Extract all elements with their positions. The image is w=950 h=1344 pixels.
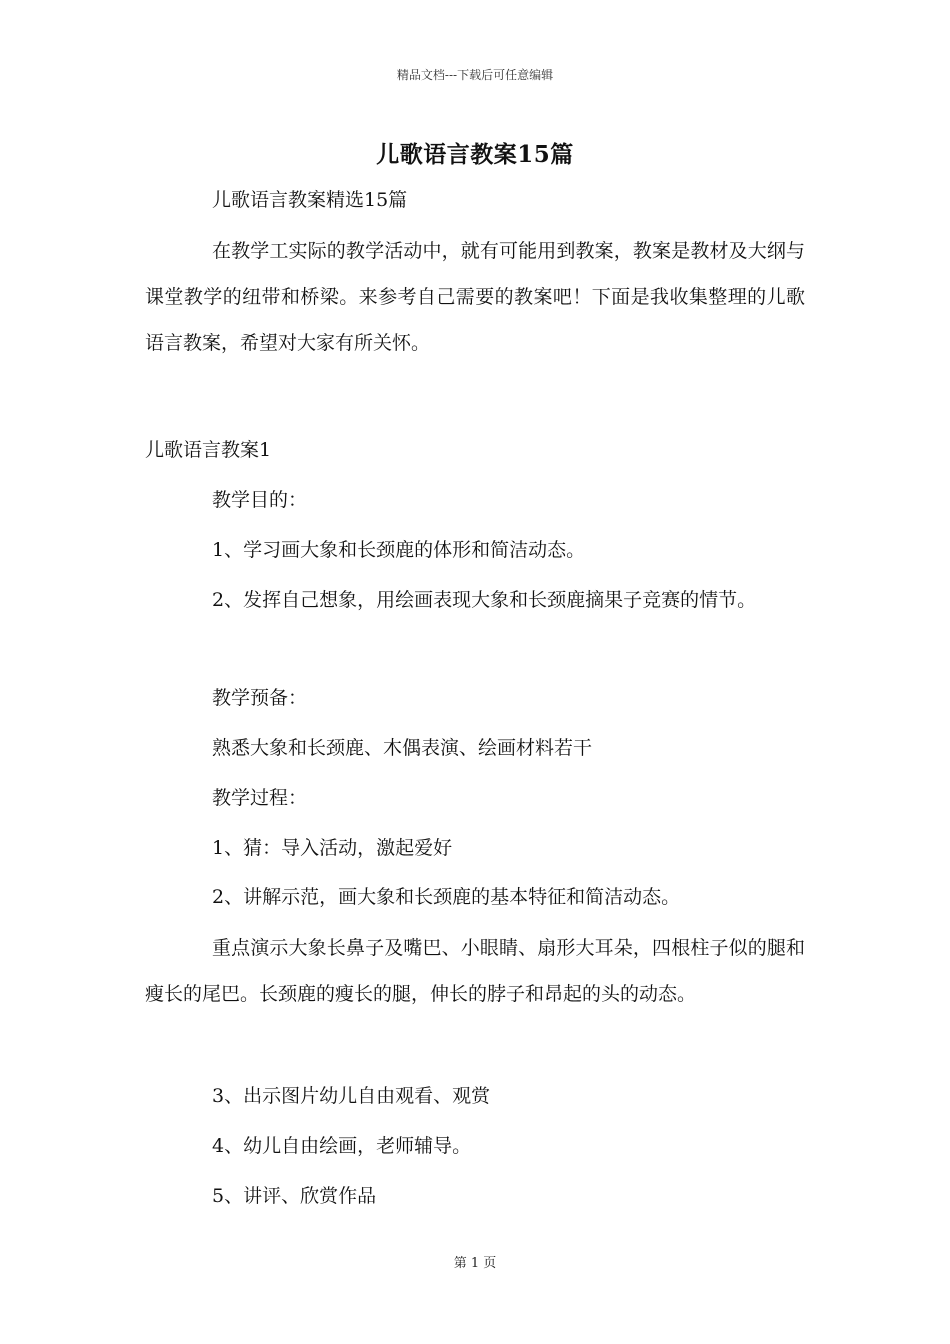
- document-title: 儿歌语言教案15篇: [376, 141, 574, 168]
- prep-heading: 教学预备：: [212, 687, 308, 709]
- process-step-2-detail: 重点演示大象长鼻子及嘴巴、小眼睛、扇形大耳朵，四根柱子似的腿和瘦长的尾巴。长颈鹿的瘦长的腿，伸长的脖子和昂起的头的动态。: [145, 937, 805, 1005]
- process-heading: 教学过程：: [212, 787, 308, 809]
- page-number: 第 1 页: [453, 1256, 497, 1271]
- process-step-3: 3、出示图片幼儿自由观看、观赏: [212, 1085, 491, 1107]
- section-heading: 儿歌语言教案1: [145, 439, 272, 461]
- goal-heading: 教学目的：: [212, 489, 308, 511]
- goal-item-1: 1、学习画大象和长颈鹿的体形和简洁动态。: [212, 539, 586, 561]
- process-step-5: 5、讲评、欣赏作品: [212, 1185, 377, 1207]
- page-header: 精品文档---下载后可任意编辑: [396, 68, 554, 82]
- intro-paragraph: 在教学工实际的教学活动中，就有可能用到教案，教案是教材及大纲与课堂教学的纽带和桥梁。来参考自己需要的教案吧！下面是我收集整理的儿歌语言教案，希望对大家有所关怀。: [145, 240, 805, 354]
- process-step-1: 1、猜：导入活动，激起爱好: [212, 837, 453, 859]
- process-step-2: 2、讲解示范，画大象和长颈鹿的基本特征和简洁动态。: [212, 886, 681, 908]
- goal-item-2: 2、发挥自己想象，用绘画表现大象和长颈鹿摘果子竞赛的情节。: [212, 589, 757, 611]
- prep-text: 熟悉大象和长颈鹿、木偶表演、绘画材料若干: [212, 737, 593, 759]
- process-step-4: 4、幼儿自由绘画，老师辅导。: [212, 1135, 472, 1157]
- document-subtitle: 儿歌语言教案精选15篇: [212, 189, 408, 211]
